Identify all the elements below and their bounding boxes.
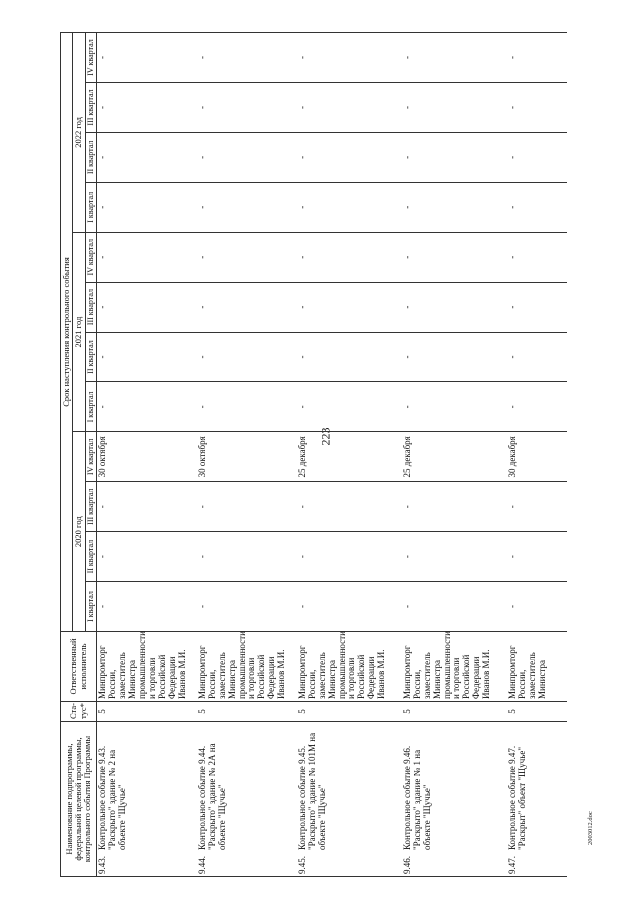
rotated-table-container bbox=[60, 32, 610, 877]
event-number: 9.44. bbox=[196, 856, 207, 874]
quarter-cell: - bbox=[297, 132, 402, 182]
responsible-cell: Минпромторг России, заместитель Министра промышленности и торговли Российской Федерации Иванов М.И. bbox=[297, 632, 402, 702]
quarter-cell: - bbox=[97, 532, 197, 582]
quarter-cell: - bbox=[197, 582, 297, 632]
event-name: Контрольное событие 9.47. "Раскрыт" объект "Щучье" bbox=[506, 745, 527, 850]
header-quarter: IV квартал bbox=[85, 232, 97, 282]
quarter-cell: - bbox=[97, 232, 197, 282]
header-quarter: IV квартал bbox=[85, 33, 97, 83]
quarter-cell: - bbox=[507, 132, 567, 182]
event-number: 9.45. bbox=[296, 856, 307, 874]
quarter-cell: - bbox=[97, 582, 197, 632]
event-name-cell bbox=[297, 722, 402, 877]
quarter-cell: - bbox=[402, 532, 507, 582]
quarter-cell: - bbox=[97, 282, 197, 332]
event-number: 9.46. bbox=[401, 856, 412, 874]
quarter-cell: - bbox=[197, 182, 297, 232]
table-row bbox=[197, 33, 297, 877]
quarter-cell: - bbox=[297, 332, 402, 382]
table-row bbox=[507, 33, 567, 877]
header-quarter: III квартал bbox=[85, 282, 97, 332]
responsible-cell: Минпромторг России, заместитель Министра промышленности и торговли Российской Федерации Иванов М.И. bbox=[402, 632, 507, 702]
header-responsible: Ответственный исполнитель bbox=[61, 632, 97, 702]
event-name: Контрольное событие 9.46. "Раскрыто" здание № 1 на объекте "Щучье" bbox=[401, 745, 432, 850]
responsible-cell: Минпромторг России, заместитель Министра промышленности и торговли Российской Федерации Иванов М.И. bbox=[97, 632, 197, 702]
event-name-cell bbox=[197, 722, 297, 877]
event-name-cell bbox=[97, 722, 197, 877]
quarter-cell: - bbox=[507, 33, 567, 83]
control-events-table bbox=[60, 32, 567, 877]
quarter-cell: - bbox=[297, 33, 402, 83]
quarter-cell: - bbox=[402, 282, 507, 332]
header-year-2021: 2021 год bbox=[73, 232, 85, 432]
quarter-cell: - bbox=[507, 532, 567, 582]
quarter-cell: - bbox=[97, 382, 197, 432]
event-number: 9.43. bbox=[97, 856, 108, 874]
header-year-2020: 2020 год bbox=[73, 432, 85, 632]
quarter-cell: - bbox=[97, 83, 197, 133]
table-row bbox=[97, 33, 197, 877]
quarter-cell: 30 декабря bbox=[507, 432, 567, 482]
header-status: Ста-тус* bbox=[61, 702, 97, 722]
quarter-cell: - bbox=[197, 132, 297, 182]
quarter-cell: 25 декабря bbox=[402, 432, 507, 482]
status-cell: 5 bbox=[402, 702, 507, 722]
quarter-cell: - bbox=[402, 232, 507, 282]
quarter-cell: - bbox=[97, 132, 197, 182]
quarter-cell: - bbox=[507, 182, 567, 232]
quarter-cell: - bbox=[297, 482, 402, 532]
quarter-cell: 25 декабря bbox=[297, 432, 402, 482]
header-quarter: I квартал bbox=[85, 582, 97, 632]
quarter-cell: - bbox=[197, 33, 297, 83]
quarter-cell: - bbox=[507, 232, 567, 282]
status-cell: 5 bbox=[197, 702, 297, 722]
quarter-cell: - bbox=[197, 83, 297, 133]
quarter-cell: - bbox=[197, 382, 297, 432]
table-row bbox=[297, 33, 402, 877]
quarter-cell: - bbox=[297, 382, 402, 432]
quarter-cell: - bbox=[97, 182, 197, 232]
quarter-cell: - bbox=[507, 83, 567, 133]
header-quarter: II квартал bbox=[85, 532, 97, 582]
quarter-cell: - bbox=[197, 532, 297, 582]
quarter-cell: - bbox=[402, 332, 507, 382]
quarter-cell: - bbox=[297, 282, 402, 332]
event-number: 9.47. bbox=[506, 856, 517, 874]
quarter-cell: - bbox=[507, 482, 567, 532]
header-quarter: II квартал bbox=[85, 332, 97, 382]
quarter-cell: - bbox=[402, 33, 507, 83]
header-name: Наименование подпрограммы, федеральной целевой программы, контрольного события Программы bbox=[61, 722, 97, 877]
quarter-cell: - bbox=[297, 182, 402, 232]
event-name-cell bbox=[507, 722, 567, 877]
quarter-cell: - bbox=[97, 332, 197, 382]
header-quarter: I квартал bbox=[85, 382, 97, 432]
event-name-cell bbox=[402, 722, 507, 877]
header-quarter: III квартал bbox=[85, 83, 97, 133]
header-quarter: IV квартал bbox=[85, 432, 97, 482]
quarter-cell: - bbox=[402, 132, 507, 182]
table-row bbox=[402, 33, 507, 877]
quarter-cell: - bbox=[297, 83, 402, 133]
quarter-cell: - bbox=[297, 582, 402, 632]
quarter-cell: - bbox=[402, 382, 507, 432]
quarter-cell: - bbox=[197, 482, 297, 532]
header-quarter: II квартал bbox=[85, 132, 97, 182]
quarter-cell: - bbox=[507, 582, 567, 632]
event-name: Контрольное событие 9.45. "Раскрыто" здание № 101М на объекте "Щучье" bbox=[296, 732, 327, 850]
page-number: 223 bbox=[318, 427, 333, 446]
quarter-cell: - bbox=[97, 482, 197, 532]
quarter-cell: - bbox=[402, 582, 507, 632]
header-deadline-group: Срок наступления контрольного события bbox=[61, 33, 73, 632]
quarter-cell: 30 октября bbox=[97, 432, 197, 482]
event-name: Контрольное событие 9.44. "Раскрыто" здание № 2А на объекте "Щучье" bbox=[196, 743, 227, 850]
event-name: Контрольное событие 9.43. "Раскрыто" здание № 2 на объекте "Щучье" bbox=[97, 745, 128, 850]
quarter-cell: - bbox=[97, 33, 197, 83]
quarter-cell: - bbox=[402, 482, 507, 532]
quarter-cell: - bbox=[507, 282, 567, 332]
header-quarter: I квартал bbox=[85, 182, 97, 232]
header-quarter: III квартал bbox=[85, 482, 97, 532]
quarter-cell: 30 октября bbox=[197, 432, 297, 482]
status-cell: 5 bbox=[97, 702, 197, 722]
quarter-cell: - bbox=[507, 382, 567, 432]
status-cell: 5 bbox=[507, 702, 567, 722]
responsible-cell: Минпромторг России, заместитель Министра bbox=[507, 632, 567, 702]
quarter-cell: - bbox=[197, 232, 297, 282]
quarter-cell: - bbox=[402, 182, 507, 232]
quarter-cell: - bbox=[507, 332, 567, 382]
quarter-cell: - bbox=[297, 232, 402, 282]
header-year-2022: 2022 год bbox=[73, 33, 85, 233]
quarter-cell: - bbox=[197, 332, 297, 382]
quarter-cell: - bbox=[297, 532, 402, 582]
responsible-cell: Минпромторг России, заместитель Министра промышленности и торговли Российской Федерации Иванов М.И. bbox=[197, 632, 297, 702]
status-cell: 5 bbox=[297, 702, 402, 722]
quarter-cell: - bbox=[197, 282, 297, 332]
quarter-cell: - bbox=[402, 83, 507, 133]
footer-filename: 2003012.doc bbox=[587, 811, 594, 845]
